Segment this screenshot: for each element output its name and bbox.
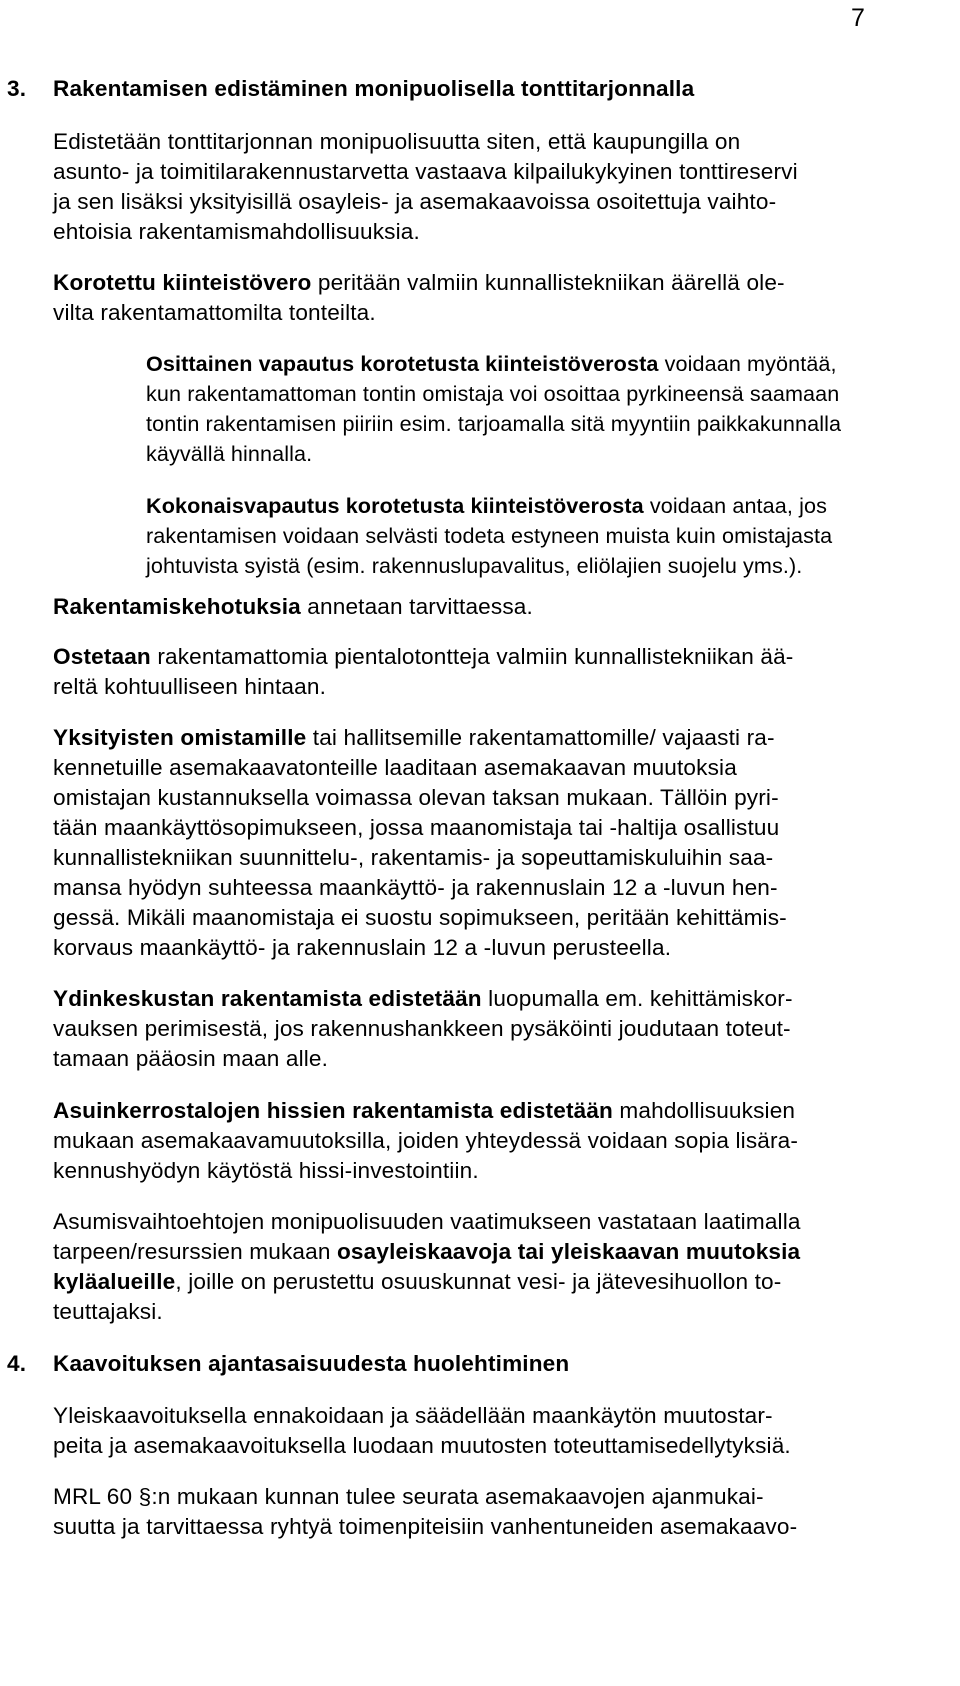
s4-p2-line: MRL 60 §:n mukaan kunnan tulee seurata asemakaavojen ajanmukai- [53,1484,764,1509]
s3-p8-line: Ydinkeskustan rakentamista edistetään luopumalla em. kehittämiskor- [53,986,793,1011]
s3-p7-line: Yksityisten omistamille tai hallitsemille rakentamattomille/ vajaasti ra- [53,725,775,750]
s3-p6-line: reltä kohtuulliseen hintaan. [53,674,326,699]
section-3-number: 3. [7,76,27,101]
s3-p10-line: tarpeen/resurssien mukaan osayleiskaavoja tai yleiskaavan muutoksia [53,1239,801,1264]
s3-p4-line: Kokonaisvapautus korotetusta kiinteistöverosta voidaan antaa, jos [146,493,827,518]
s4-p2-line: suutta ja tarvittaessa ryhtyä toimenpiteisiin vanhentuneiden asemakaavo- [53,1514,798,1539]
s3-p8-line: tamaan pääosin maan alle. [53,1046,329,1071]
section-3-heading: Rakentamisen edistäminen monipuolisella tonttitarjonnalla [53,76,695,101]
s3-p3-line: käyvällä hinnalla. [146,441,313,466]
s3-p7-line: gessä. Mikäli maanomistaja ei suostu sopimukseen, peritään kehittämis- [53,905,787,930]
s3-p7-line: korvaus maankäyttö- ja rakennuslain 12 a -luvun perusteella. [53,935,672,960]
bold-term: Osittainen vapautus korotetusta kiinteistöverosta [146,351,659,376]
s3-p7-line: omistajan kustannuksella voimassa olevan taksan mukaan. Tällöin pyri- [53,785,779,810]
bold-term: Ydinkeskustan rakentamista edistetään [53,986,482,1011]
s3-p9-line: mukaan asemakaavamuutoksilla, joiden yhteydessä voidaan sopia lisära- [53,1128,799,1153]
s3-p1-line: Edistetään tonttitarjonnan monipuolisuutta siten, että kaupungilla on [53,129,741,154]
s3-p7-line: tään maankäyttösopimukseen, jossa maanomistaja tai -haltija osallistuu [53,815,780,840]
s3-p5-line: Rakentamiskehotuksia annetaan tarvittaessa. [53,594,533,619]
section-4-heading: Kaavoituksen ajantasaisuudesta huolehtiminen [53,1351,570,1376]
s3-p8-line: vauksen perimisestä, jos rakennushankkeen pysäköinti joudutaan toteut- [53,1016,791,1041]
bold-term: Rakentamiskehotuksia [53,594,301,619]
s4-p1-line: Yleiskaavoituksella ennakoidaan ja säädellään maankäytön muutostar- [53,1403,773,1428]
s3-p1-line: ja sen lisäksi yksityisillä osayleis- ja asemakaavoissa osoitettuja vaihto- [53,189,777,214]
s3-p10-line: teuttajaksi. [53,1299,163,1324]
bold-term: Ostetaan [53,644,151,669]
s3-p9-line: kennushyödyn käytöstä hissi-investointiin. [53,1158,479,1183]
s3-p3-line: kun rakentamattoman tontin omistaja voi osoittaa pyrkineensä saamaan [146,381,840,406]
s3-p2-line: Korotettu kiinteistövero peritään valmiin kunnallistekniikan äärellä ole- [53,270,785,295]
s3-p3-line: Osittainen vapautus korotetusta kiinteistöverosta voidaan myöntää, [146,351,837,376]
s3-p7-line: mansa hyödyn suhteessa maankäyttö- ja rakennuslain 12 a -luvun hen- [53,875,778,900]
bold-term: kyläalueille [53,1269,176,1294]
bold-term: Asuinkerrostalojen hissien rakentamista edistetään [53,1098,613,1123]
bold-term: Yksityisten omistamille [53,725,307,750]
s3-p6-line: Ostetaan rakentamattomia pientalotontteja valmiin kunnallistekniikan ää- [53,644,794,669]
section-4-number: 4. [7,1351,27,1376]
page-number: 7 [851,4,865,32]
s3-p2-line: vilta rakentamattomilta tonteilta. [53,300,376,325]
s3-p1-line: asunto- ja toimitilarakennustarvetta vastaava kilpailukykyinen tonttireservi [53,159,798,184]
s3-p4-line: johtuvista syistä (esim. rakennuslupavalitus, eliölajien suojelu yms.). [146,553,803,578]
bold-term: Korotettu kiinteistövero [53,270,312,295]
s3-p10-line: Asumisvaihtoehtojen monipuolisuuden vaatimukseen vastataan laatimalla [53,1209,801,1234]
s3-p4-line: rakentamisen voidaan selvästi todeta estyneen muista kuin omistajasta [146,523,833,548]
s3-p3-line: tontin rakentamisen piiriin esim. tarjoamalla sitä myyntiin paikkakunnalla [146,411,842,436]
s4-p1-line: peita ja asemakaavoituksella luodaan muutosten toteuttamisedellytyksiä. [53,1433,791,1458]
s3-p9-line: Asuinkerrostalojen hissien rakentamista edistetään mahdollisuuksien [53,1098,796,1123]
s3-p7-line: kennetuille asemakaavatonteille laaditaan asemakaavan muutoksia [53,755,737,780]
bold-term: Kokonaisvapautus korotetusta kiinteistöverosta [146,493,644,518]
bold-term: osayleiskaavoja tai yleiskaavan muutoksia [336,1239,801,1264]
s3-p7-line: kunnallistekniikan suunnittelu-, rakentamis- ja sopeuttamiskuluihin saa- [53,845,774,870]
s3-p10-line: kyläalueille, joille on perustettu osuuskunnat vesi- ja jätevesihuollon to- [53,1269,782,1294]
s3-p1-line: ehtoisia rakentamismahdollisuuksia. [53,219,420,244]
